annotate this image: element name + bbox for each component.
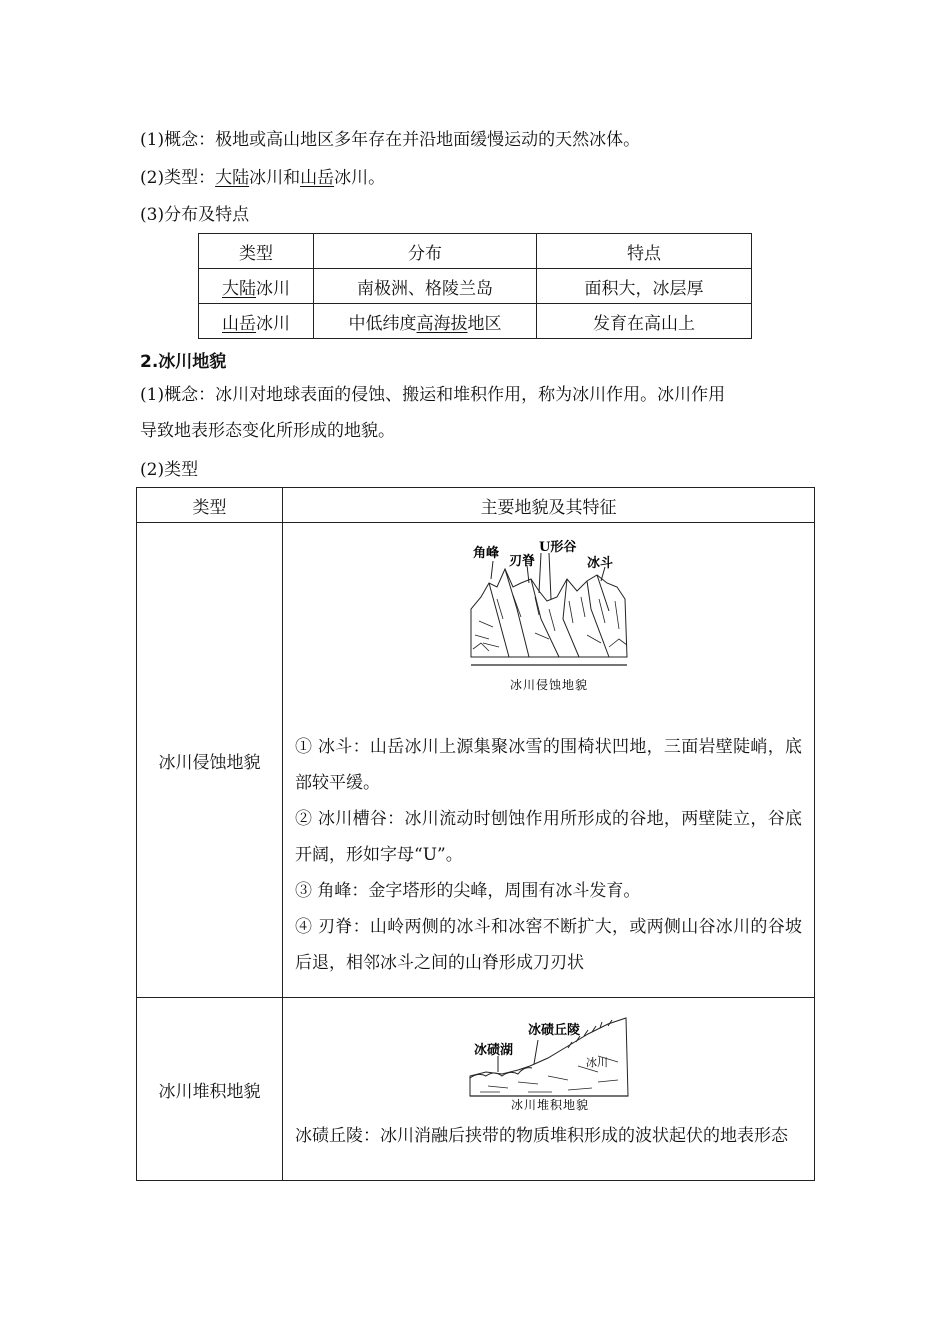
distribution-table	[198, 233, 752, 339]
landform-table	[136, 487, 815, 1181]
erosion-caption: 冰川侵蚀地貌	[509, 678, 588, 692]
row-type	[199, 304, 314, 339]
erosion-content	[283, 523, 815, 998]
type-mountain: 山岳	[300, 168, 335, 188]
types-prefix: (2)类型：	[140, 168, 216, 188]
label-moraine-hills: 冰碛丘陵	[527, 1023, 580, 1038]
item-u-valley: ② 冰川槽谷：冰川流动时刨蚀作用所形成的谷地，两壁陡立，谷底开阔，形如字母“U”。	[295, 809, 802, 865]
deposit-caption: 冰川堆积地貌	[510, 1098, 589, 1112]
header-landforms: 主要地貌及其特征	[283, 488, 815, 523]
row-type	[199, 269, 314, 304]
row-type-key: 大陆	[222, 278, 256, 299]
label-cirque: 冰斗	[586, 556, 613, 571]
erosion-items	[295, 729, 802, 981]
landform-concept-2: 导致地表形态变化所形成的地貌。	[140, 421, 395, 441]
item-cirque: ① 冰斗：山岳冰川上源集聚冰雪的围椅状凹地，三面岩壁陡峭，底部较平缓。	[295, 737, 802, 793]
header-type: 类型	[199, 234, 314, 269]
row-distribution	[314, 304, 537, 339]
types-mid: 冰川和	[249, 168, 301, 188]
erosion-type: 冰川侵蚀地貌	[137, 523, 283, 998]
landform-types-heading: (2)类型	[140, 460, 199, 480]
section-title: 2.冰川地貌	[140, 352, 227, 372]
distribution-heading: (3)分布及特点	[140, 205, 250, 225]
label-moraine-lake: 冰碛湖	[473, 1043, 513, 1058]
row-dist-key: 高海拔	[416, 313, 468, 334]
deposit-type: 冰川堆积地貌	[137, 998, 283, 1181]
row-dist-text: 南极洲、格陵兰岛	[357, 278, 493, 299]
erosion-figure	[469, 539, 629, 701]
item-arete: ④ 刃脊：山岭两侧的冰斗和冰窖不断扩大，或两侧山谷冰川的谷坡后退，相邻冰斗之间的山脊形成刀刃状	[295, 917, 802, 973]
type-continental: 大陆	[215, 168, 250, 188]
table-row	[137, 523, 815, 998]
header-type: 类型	[137, 488, 283, 523]
deposit-content	[283, 998, 815, 1181]
row-type-key: 山岳	[222, 313, 256, 334]
row-type-rest: 冰川	[256, 313, 290, 334]
row-dist-rest: 地区	[467, 313, 502, 334]
label-horn: 角峰	[472, 546, 499, 561]
deposit-text: 冰碛丘陵：冰川消融后挟带的物质堆积形成的波状起伏的地表形态	[295, 1126, 788, 1146]
label-arete: 刃脊	[508, 554, 535, 569]
table-row	[137, 998, 815, 1181]
row-feature: 发育在高山上	[537, 304, 752, 339]
row-feature: 面积大，冰层厚	[537, 269, 752, 304]
table-header-row	[199, 234, 752, 269]
header-feature: 特点	[537, 234, 752, 269]
landform-concept-1: (1)概念：冰川对地球表面的侵蚀、搬运和堆积作用，称为冰川作用。冰川作用	[140, 385, 726, 405]
erosion-mountain-drawing	[471, 569, 627, 665]
label-u-valley: U形谷	[538, 540, 576, 555]
deposit-figure	[468, 1016, 630, 1112]
types-suffix: 冰川。	[334, 168, 386, 188]
glacier-types	[140, 163, 385, 188]
row-type-rest: 冰川	[256, 278, 290, 299]
table-row	[199, 269, 752, 304]
row-dist-text: 中低纬度	[348, 313, 417, 334]
table-header-row	[137, 488, 815, 523]
row-distribution	[314, 269, 537, 304]
header-distribution: 分布	[314, 234, 537, 269]
item-horn: ③ 角峰：金字塔形的尖峰，周围有冰斗发育。	[295, 881, 641, 901]
glacier-concept: (1)概念：极地或高山地区多年存在并沿地面缓慢运动的天然冰体。	[140, 130, 641, 150]
table-row	[199, 304, 752, 339]
label-glacier: 冰川	[585, 1056, 608, 1069]
